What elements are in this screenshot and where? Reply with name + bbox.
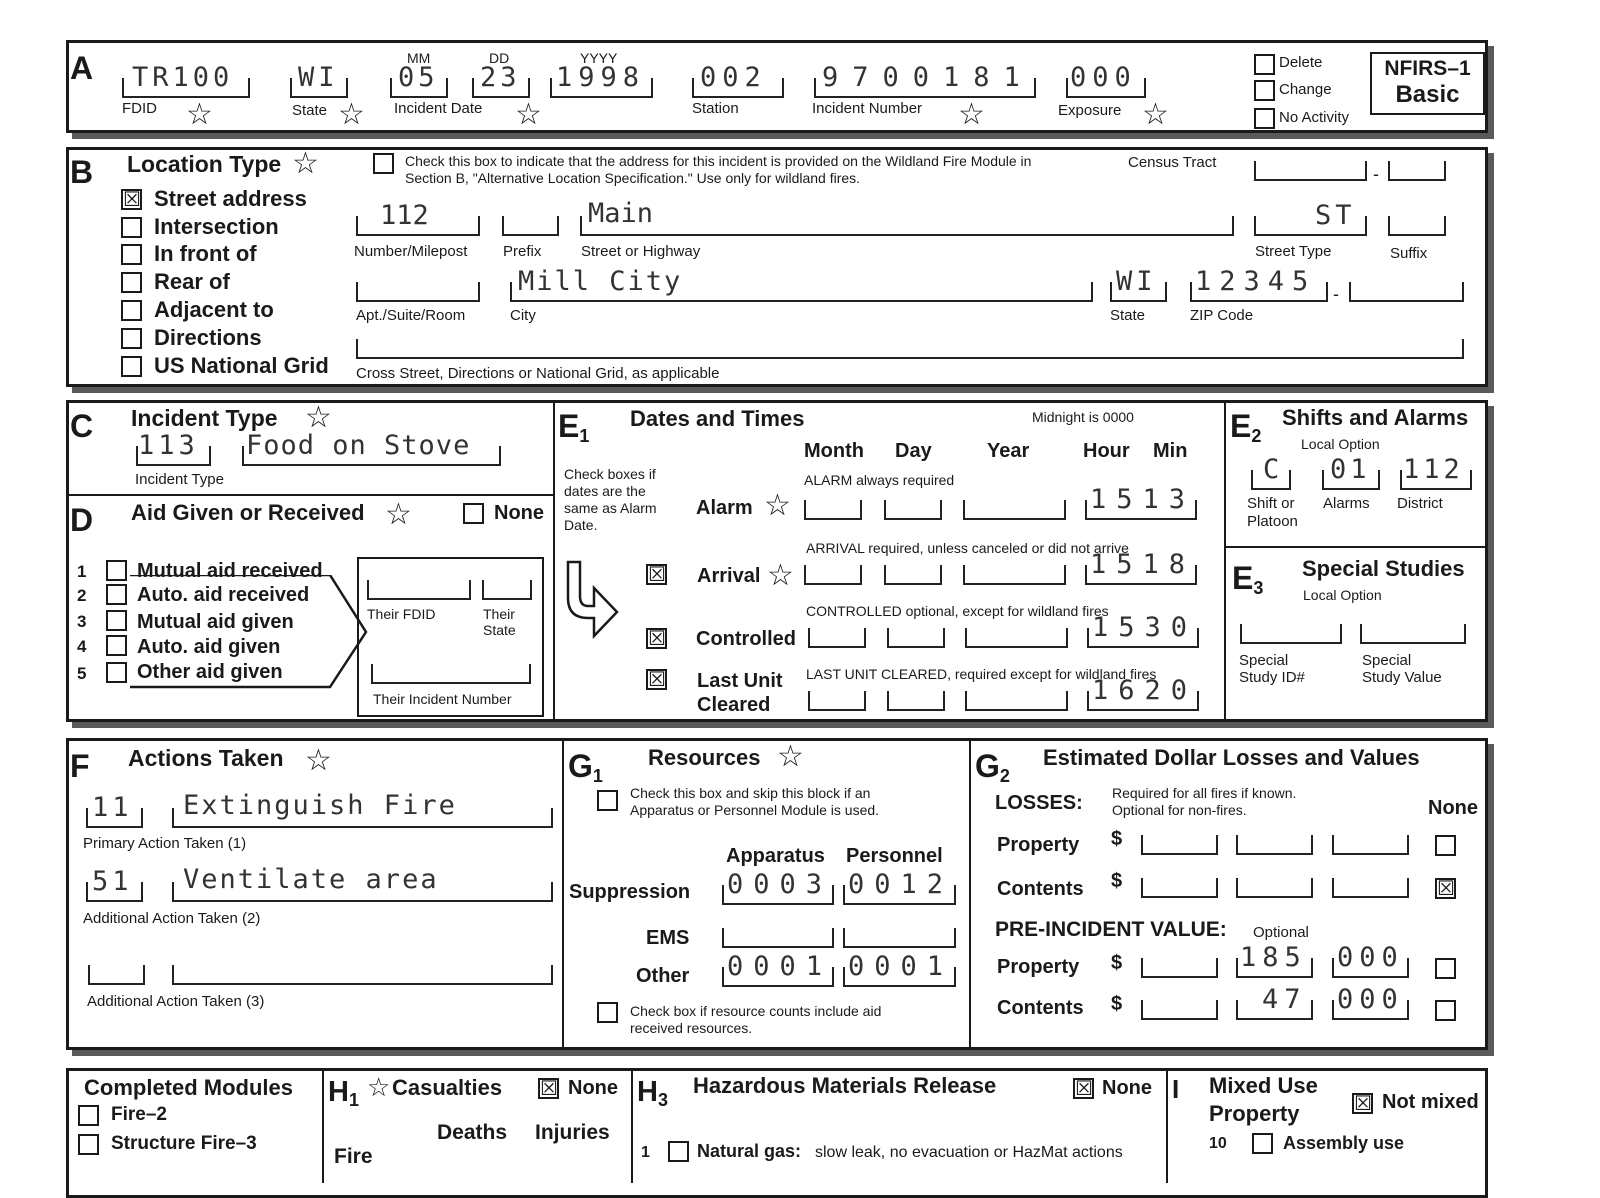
wildland-address-checkbox[interactable]: [373, 153, 394, 174]
suffix-field-box[interactable]: [1388, 216, 1446, 236]
action2-desc-value: Ventilate area: [183, 864, 439, 895]
assembly-use-label: Assembly use: [1283, 1133, 1405, 1153]
city-value: Mill City: [518, 266, 683, 297]
b-state-label: State: [1110, 307, 1146, 324]
dollar-sign: $: [1111, 828, 1123, 850]
census-tract-label: Census Tract: [1128, 154, 1217, 171]
pre-property-label: Property: [997, 956, 1080, 978]
their-state-label: State: [483, 622, 516, 638]
their-incident-number-field-box[interactable]: [371, 664, 531, 684]
resources-module-checkbox[interactable]: [597, 790, 618, 811]
zip-dash: -: [1333, 284, 1339, 304]
street-value: Main: [588, 198, 654, 229]
apparatus-header: Apparatus: [726, 845, 825, 867]
last-unit-label: Last Unit: [697, 670, 783, 692]
loss-property-millions-field-box[interactable]: [1141, 835, 1218, 855]
their-state-field-box[interactable]: [482, 580, 532, 600]
divider: [631, 1070, 633, 1183]
census-tract-field-box[interactable]: [1254, 161, 1367, 181]
arrival-year-field-box[interactable]: [963, 565, 1066, 585]
action1-code-value: 11: [92, 792, 133, 823]
section-g1-letter: [568, 748, 603, 787]
section-e1-letter: [558, 408, 589, 447]
their-incident-number-label: Their Incident Number: [373, 691, 512, 707]
station-label: Station: [692, 100, 739, 117]
intersection-checkbox[interactable]: [121, 217, 142, 238]
resources-title: Resources: [648, 745, 761, 770]
suppression-apparatus-value: 0003: [727, 869, 833, 900]
section-g1-letter-sub: 1: [592, 766, 603, 786]
section-g2-letter-sub: 2: [999, 766, 1010, 786]
action2-code-value: 51: [92, 866, 133, 897]
hour-col-header: Hour: [1083, 440, 1130, 462]
year-value: 1998: [556, 62, 646, 93]
alarm-note: ALARM always required: [804, 472, 955, 488]
required-star-icon: ☆: [767, 558, 794, 593]
incident-number-value: 9700181: [822, 62, 1034, 93]
prefix-field-box[interactable]: [502, 216, 559, 236]
controlled-month-field-box[interactable]: [808, 628, 866, 648]
their-fdid-label: Their FDID: [367, 606, 436, 622]
losses-label: LOSSES:: [995, 792, 1083, 814]
ems-label: EMS: [646, 927, 690, 949]
required-star-icon: ☆: [385, 497, 412, 532]
required-star-icon: ☆: [515, 97, 542, 132]
zip-plus4-field-box[interactable]: [1349, 282, 1464, 302]
loss-contents-millions-field-box[interactable]: [1141, 878, 1218, 898]
required-star-icon: ☆: [1142, 97, 1169, 132]
section-h3-letter-sub: 3: [657, 1090, 668, 1110]
aid-option-label: Other aid given: [137, 661, 283, 683]
their-state-label: Their: [483, 606, 515, 622]
resources-module-note: Check this box and skip this block if an Apparatus or Personnel Module is used.: [630, 785, 880, 818]
suppression-personnel-value: 0012: [848, 869, 954, 900]
day-col-header: Day: [895, 440, 932, 462]
incident-date-label: Incident Date: [394, 100, 483, 117]
arrival-month-field-box[interactable]: [804, 565, 862, 585]
cleared-same-date-checkbox[interactable]: ☒: [648, 667, 666, 691]
mm-label: MM: [407, 50, 431, 66]
required-star-icon: ☆: [777, 739, 804, 774]
required-star-icon: ☆: [367, 1073, 391, 1103]
section-c-letter: C: [70, 408, 94, 444]
month-col-header: Month: [804, 440, 864, 462]
arrival-label: Arrival: [697, 565, 761, 587]
incident-type-label: Incident Type: [135, 471, 224, 488]
city-label: City: [510, 307, 536, 324]
directions-checkbox[interactable]: [121, 328, 142, 349]
loss-contents-none-checkbox[interactable]: ☒: [1437, 876, 1455, 900]
location-option-label: Rear of: [154, 269, 230, 294]
no-activity-checkbox[interactable]: [1254, 108, 1275, 129]
casualties-title: Casualties: [392, 1075, 503, 1100]
controlled-label: Controlled: [696, 628, 796, 650]
prefix-label: Prefix: [503, 243, 542, 260]
location-option-label: In front of: [154, 241, 257, 266]
required-star-icon: ☆: [305, 743, 332, 778]
us-national-grid-checkbox[interactable]: [121, 356, 142, 377]
day-value: 23: [480, 62, 521, 93]
pre-property-none-checkbox[interactable]: [1435, 958, 1456, 979]
casualties-none-label: None: [568, 1077, 618, 1099]
mutual-aid-received-checkbox[interactable]: [106, 560, 127, 581]
study-value-field-box[interactable]: [1360, 624, 1466, 644]
rear-of-checkbox[interactable]: [121, 272, 142, 293]
mutual-aid-given-checkbox[interactable]: [106, 610, 127, 631]
pre-property-thousands-value: 185: [1240, 942, 1307, 973]
fire2-checkbox[interactable]: [78, 1105, 99, 1126]
month-value: 05: [398, 62, 439, 93]
cross-street-field-box[interactable]: [356, 339, 1464, 359]
location-option-label: Street address: [154, 186, 307, 211]
nfirs-badge: [1370, 52, 1485, 115]
dollar-sign: $: [1111, 952, 1123, 974]
section-e2-letter: [1230, 408, 1261, 447]
location-type-title: Location Type: [127, 151, 282, 177]
action3-label: Additional Action Taken (3): [87, 993, 265, 1010]
pre-incident-optional: Optional: [1253, 924, 1309, 941]
street-type-label: Street Type: [1255, 243, 1332, 260]
arrival-note: ARRIVAL required, unless canceled or did not arrive: [806, 540, 1129, 556]
assembly-use-checkbox[interactable]: [1252, 1133, 1273, 1154]
pre-contents-units-value: 000: [1337, 984, 1404, 1015]
alarm-month-field-box[interactable]: [804, 500, 862, 520]
hazmat-none-checkbox[interactable]: ☒: [1075, 1076, 1093, 1100]
incident-type-code-value: 113: [138, 430, 199, 461]
location-option-label: US National Grid: [154, 353, 329, 378]
ems-apparatus-field-box[interactable]: [722, 928, 834, 948]
special-studies-title: Special Studies: [1302, 556, 1465, 581]
arrival-same-date-checkbox[interactable]: ☒: [648, 562, 666, 586]
study-id-label: Study ID#: [1239, 669, 1305, 686]
divider: [67, 494, 554, 496]
study-id-label: Special: [1239, 652, 1289, 669]
controlled-day-field-box[interactable]: [887, 628, 945, 648]
state-value: WI: [298, 62, 339, 93]
alarms-value: 01: [1330, 454, 1371, 485]
incident-number-label: Incident Number: [812, 100, 923, 117]
section-g1-letter-main: G: [568, 748, 593, 784]
shift-value: C: [1263, 454, 1280, 485]
in-front-of-checkbox[interactable]: [121, 244, 142, 265]
number-label: Number/Milepost: [354, 243, 468, 260]
cleared-label: Cleared: [697, 694, 771, 716]
actions-title: Actions Taken: [128, 745, 284, 771]
alarms-label: Alarms: [1323, 495, 1370, 512]
divider: [322, 1070, 324, 1183]
wildland-address-note: Check this box to indicate that the address for this incident is provided on the Wildland Fire Module in Section B, "Alternative Location Specification." Use only for wildland fires.: [405, 153, 1032, 186]
suppression-label: Suppression: [569, 881, 691, 903]
number-value: 112: [380, 200, 429, 231]
hazmat-none-label: None: [1102, 1077, 1152, 1099]
midnight-note: Midnight is 0000: [1032, 409, 1134, 425]
aid-resources-checkbox[interactable]: [597, 1002, 618, 1023]
incident-type-title: Incident Type: [131, 405, 278, 431]
fire2-label: Fire–2: [111, 1104, 167, 1125]
divider: [553, 402, 555, 720]
loss-property-none-checkbox[interactable]: [1435, 835, 1456, 856]
dollar-sign: $: [1111, 870, 1123, 892]
section-a-letter: A: [70, 50, 94, 86]
section-d-letter: D: [70, 502, 94, 538]
natural-gas-label: Natural gas:: [697, 1141, 802, 1161]
other-label: Other: [636, 965, 690, 987]
aid-num: 4: [77, 637, 87, 656]
aid-option-label: Auto. aid received: [137, 584, 310, 606]
same-date-note: Check boxes if dates are the same as Alarm Date.: [564, 466, 657, 533]
not-mixed-label: Not mixed: [1382, 1091, 1479, 1113]
action1-desc-value: Extinguish Fire: [183, 790, 457, 821]
incident-type-desc-value: Food on Stove: [246, 430, 471, 461]
aid-option-label: Mutual aid given: [137, 611, 294, 633]
pre-property-millions-field-box[interactable]: [1141, 958, 1218, 978]
aid-num: 3: [77, 612, 87, 631]
cleared-month-field-box[interactable]: [808, 691, 866, 711]
loss-contents-label: Contents: [997, 878, 1084, 900]
loss-property-units-field-box[interactable]: [1332, 835, 1409, 855]
delete-label: Delete: [1279, 54, 1323, 71]
aid-option-label: Mutual aid received: [137, 560, 323, 582]
nfirs-form-number: NFIRS–1: [1384, 57, 1471, 80]
section-h3-letter-main: H: [637, 1076, 658, 1108]
section-e3-letter-main: E: [1232, 560, 1254, 596]
district-value: 112: [1403, 454, 1464, 485]
shifts-title: Shifts and Alarms: [1282, 405, 1469, 430]
not-mixed-checkbox[interactable]: ☒: [1354, 1091, 1372, 1115]
suffix-label: Suffix: [1390, 245, 1428, 262]
mixed-use-title-2: Property: [1209, 1101, 1300, 1126]
census-tract-dash: -: [1373, 164, 1379, 184]
aid-title: Aid Given or Received: [131, 500, 365, 525]
assembly-num: 10: [1209, 1135, 1227, 1152]
special-studies-local-option: Local Option: [1303, 587, 1382, 603]
section-i-letter: I: [1172, 1074, 1180, 1104]
auto-aid-received-checkbox[interactable]: [106, 584, 127, 605]
pre-property-units-value: 000: [1337, 942, 1404, 973]
controlled-time-value: 1530: [1092, 612, 1198, 643]
required-star-icon: ☆: [186, 97, 213, 132]
divider: [969, 740, 971, 1048]
auto-aid-given-checkbox[interactable]: [106, 635, 127, 656]
study-value-label: Special: [1362, 652, 1412, 669]
station-value: 002: [700, 62, 767, 93]
district-label: District: [1397, 495, 1443, 512]
alarm-time-value: 1513: [1090, 484, 1196, 515]
aid-none-checkbox[interactable]: [463, 503, 484, 524]
alarm-year-field-box[interactable]: [963, 500, 1066, 520]
nfirs-form-name: Basic: [1395, 81, 1460, 108]
shifts-local-option: Local Option: [1301, 436, 1380, 452]
loss-contents-units-field-box[interactable]: [1332, 878, 1409, 898]
required-star-icon: ☆: [338, 97, 365, 132]
required-star-icon: ☆: [764, 488, 791, 523]
required-star-icon: ☆: [292, 146, 319, 181]
loss-property-label: Property: [997, 834, 1080, 856]
change-label: Change: [1279, 81, 1332, 98]
cleared-note: LAST UNIT CLEARED, required except for wildland fires: [806, 666, 1157, 682]
divider: [1225, 546, 1487, 548]
alarm-label: Alarm: [696, 497, 753, 519]
personnel-header: Personnel: [846, 845, 943, 867]
controlled-year-field-box[interactable]: [965, 628, 1068, 648]
location-option-label: Intersection: [154, 214, 279, 239]
dd-label: DD: [489, 50, 510, 66]
aid-none-label: None: [494, 502, 544, 524]
controlled-note: CONTROLLED optional, except for wildland fires: [806, 603, 1109, 619]
section-e1-letter-sub: 1: [579, 426, 590, 446]
their-fdid-field-box[interactable]: [367, 580, 471, 600]
section-f-letter: F: [70, 748, 90, 784]
hazmat-title: Hazardous Materials Release: [693, 1073, 997, 1098]
street-address-checkbox[interactable]: ☒: [123, 187, 141, 211]
platoon-label: Platoon: [1247, 513, 1298, 530]
min-col-header: Min: [1153, 440, 1188, 462]
casualties-none-checkbox[interactable]: ☒: [540, 1076, 558, 1100]
cleared-time-value: 1620: [1092, 675, 1198, 706]
deaths-header: Deaths: [437, 1121, 508, 1144]
cleared-year-field-box[interactable]: [965, 691, 1068, 711]
alarm-day-field-box[interactable]: [884, 500, 942, 520]
section-b-letter: B: [70, 154, 94, 190]
section-h1-letter-main: H: [328, 1076, 349, 1108]
zip-value: 12345: [1195, 266, 1317, 297]
section-g2-letter-main: G: [975, 748, 1000, 784]
section-g2-letter: [975, 748, 1010, 787]
other-aid-given-checkbox[interactable]: [106, 662, 127, 683]
divider: [1224, 402, 1226, 720]
exposure-label: Exposure: [1058, 102, 1122, 119]
pre-incident-label: PRE-INCIDENT VALUE:: [995, 918, 1227, 941]
arrival-day-field-box[interactable]: [884, 565, 942, 585]
aid-num: 1: [77, 562, 87, 581]
fdid-value: TR100: [132, 62, 234, 93]
zip-label: ZIP Code: [1190, 307, 1254, 324]
dollar-sign: $: [1111, 993, 1123, 1015]
fire-casualty-label: Fire: [334, 1145, 373, 1168]
aid-resources-note: Check box if resource counts include aid received resources.: [630, 1003, 882, 1036]
pre-contents-millions-field-box[interactable]: [1141, 1000, 1218, 1020]
section-e3-letter: [1232, 560, 1263, 599]
losses-section-title: Estimated Dollar Losses and Values: [1043, 745, 1420, 770]
action2-label: Additional Action Taken (2): [83, 910, 261, 927]
state-label: State: [292, 102, 328, 119]
b-state-value: WI: [1116, 266, 1157, 297]
aid-num: 5: [77, 664, 87, 683]
study-id-field-box[interactable]: [1240, 624, 1342, 644]
loss-contents-thousands-field-box[interactable]: [1236, 878, 1313, 898]
required-star-icon: ☆: [958, 97, 985, 132]
action3-code-field-box[interactable]: [88, 965, 145, 985]
street-field-box[interactable]: [580, 216, 1234, 236]
dates-title: Dates and Times: [630, 406, 805, 431]
other-personnel-value: 0001: [848, 951, 954, 982]
study-value-label: Study Value: [1362, 669, 1442, 686]
no-activity-label: No Activity: [1279, 109, 1350, 126]
hazmat-num: 1: [641, 1144, 650, 1161]
losses-none-header: None: [1428, 797, 1478, 819]
natural-gas-checkbox[interactable]: [668, 1141, 689, 1162]
shift-label: Shift or: [1247, 495, 1295, 512]
street-type-value: ST: [1315, 200, 1356, 231]
injuries-header: Injuries: [535, 1121, 610, 1144]
down-right-arrow-icon: [564, 560, 620, 642]
section-h3-letter: [637, 1076, 668, 1111]
cross-street-label: Cross Street, Directions or National Grid, as applicable: [356, 365, 720, 382]
structure3-label: Structure Fire–3: [111, 1133, 257, 1154]
aid-num: 2: [77, 586, 87, 605]
adjacent-to-checkbox[interactable]: [121, 300, 142, 321]
losses-note: Required for all fires if known. Optional for non-fires.: [1112, 785, 1297, 818]
cleared-day-field-box[interactable]: [887, 691, 945, 711]
section-e2-letter-sub: 2: [1251, 426, 1262, 446]
section-h1-letter-sub: 1: [348, 1090, 359, 1110]
natural-gas-note: slow leak, no evacuation or HazMat actions: [815, 1144, 1123, 1161]
arrival-time-value: 1518: [1090, 549, 1196, 580]
apt-label: Apt./Suite/Room: [356, 307, 466, 324]
apt-field-box[interactable]: [356, 282, 480, 302]
exposure-value: 000: [1070, 62, 1137, 93]
location-option-label: Adjacent to: [154, 297, 274, 322]
section-h1-letter: [328, 1076, 359, 1111]
change-checkbox[interactable]: [1254, 80, 1275, 101]
completed-modules-title: Completed Modules: [84, 1075, 294, 1100]
street-label: Street or Highway: [581, 243, 701, 260]
delete-checkbox[interactable]: [1254, 54, 1275, 75]
pre-contents-label: Contents: [997, 997, 1084, 1019]
year-col-header: Year: [987, 440, 1030, 462]
structure3-checkbox[interactable]: [78, 1134, 99, 1155]
section-e2-letter-main: E: [1230, 408, 1252, 444]
mixed-use-title: Mixed Use: [1209, 1073, 1318, 1098]
action1-label: Primary Action Taken (1): [83, 835, 247, 852]
section-e3-letter-sub: 3: [1253, 578, 1264, 598]
yyyy-label: YYYY: [580, 50, 618, 66]
location-option-label: Directions: [154, 325, 262, 350]
census-tract-suffix-field-box[interactable]: [1388, 161, 1446, 181]
pre-contents-thousands-value: 47: [1262, 984, 1307, 1015]
loss-property-thousands-field-box[interactable]: [1236, 835, 1313, 855]
ems-personnel-field-box[interactable]: [843, 928, 956, 948]
divider: [1166, 1070, 1168, 1183]
action3-desc-field-box[interactable]: [172, 965, 553, 985]
controlled-same-date-checkbox[interactable]: ☒: [648, 626, 666, 650]
required-star-icon: ☆: [305, 400, 332, 435]
pre-contents-none-checkbox[interactable]: [1435, 1000, 1456, 1021]
aid-option-label: Auto. aid given: [137, 636, 281, 658]
fdid-label: FDID: [122, 100, 157, 117]
other-apparatus-value: 0001: [727, 951, 833, 982]
section-e1-letter-main: E: [558, 408, 580, 444]
divider: [562, 740, 564, 1048]
